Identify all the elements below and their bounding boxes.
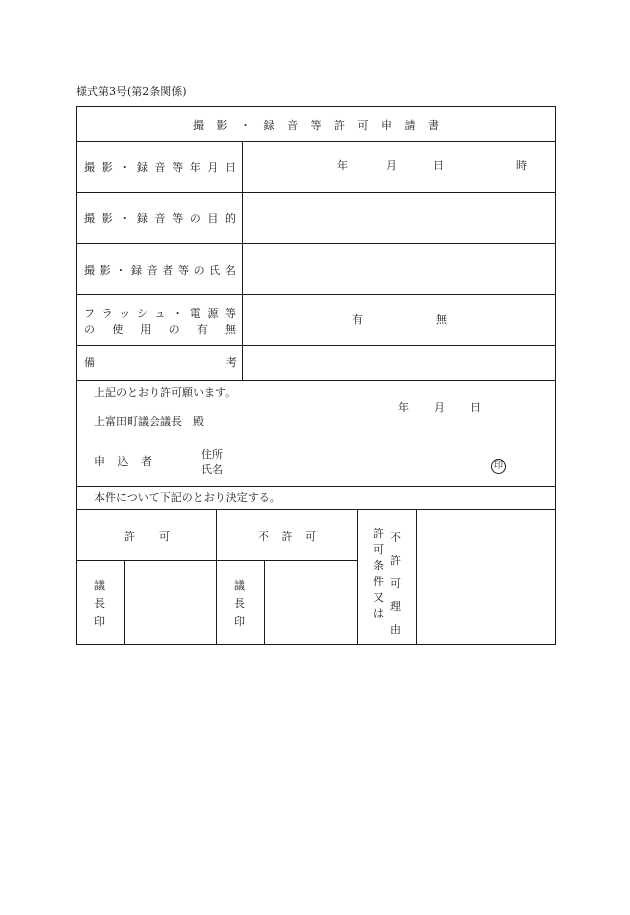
form-title	[193, 117, 439, 133]
label-char: 議	[234, 579, 245, 592]
label-char: 者	[141, 455, 152, 468]
label-char: 音	[146, 264, 158, 277]
label-char: ュ	[154, 307, 166, 320]
label-char: 撮	[84, 264, 95, 277]
label-char: 月	[207, 161, 219, 174]
addressee: 上富田町議会議長 殿	[94, 415, 204, 428]
label-char: ・	[119, 212, 131, 225]
label-char: 可	[357, 119, 369, 132]
label-char: 等	[225, 307, 236, 320]
label-char: 影	[216, 119, 228, 132]
label-char: 音	[154, 212, 166, 225]
request-text: 上記のとおり許可願います。	[94, 386, 237, 399]
label-char: 撮	[84, 212, 95, 225]
label-char: 議	[94, 579, 105, 592]
label-char: 音	[154, 161, 166, 174]
label-char: 申	[381, 119, 392, 132]
label-char: 印	[234, 615, 245, 628]
label-char: シ	[136, 307, 148, 320]
label-char: 撮	[193, 119, 204, 132]
purpose-input-area[interactable]	[243, 193, 555, 243]
flash-option-yes[interactable]: 有	[352, 313, 363, 326]
label-char: の	[193, 264, 205, 277]
label-char: 日	[225, 161, 236, 174]
label-char: 許	[124, 530, 135, 543]
label-char: 使	[112, 323, 124, 336]
conditions-input-area[interactable]	[417, 510, 555, 644]
label-char: 書	[428, 119, 439, 132]
label-char: 無	[224, 323, 236, 336]
remarks-label-left: 備	[84, 356, 95, 369]
label-char: の	[84, 323, 95, 336]
label-char: 電	[189, 307, 201, 320]
flash-label-line2	[84, 321, 236, 337]
label-char: 又	[373, 591, 384, 604]
deny-label[interactable]	[258, 528, 316, 544]
label-char: 件	[373, 575, 384, 588]
label-char: 影	[101, 161, 113, 174]
label-char: 等	[310, 119, 322, 132]
purpose-label	[84, 210, 236, 226]
datetime-day: 日	[433, 159, 444, 172]
chair-seal-permit-box[interactable]	[125, 561, 216, 644]
label-char: ラ	[101, 307, 113, 320]
decision-text: 本件について下記のとおり決定する。	[94, 491, 281, 504]
label-char: 影	[99, 264, 111, 277]
label-char: 録	[130, 264, 142, 277]
label-char: 長	[234, 597, 245, 610]
label-char: 名	[212, 463, 223, 476]
label-char: 撮	[84, 161, 95, 174]
label-char: 不	[258, 530, 269, 543]
datetime-input-area[interactable]	[243, 142, 555, 192]
label-char: 印	[94, 615, 105, 628]
label-char: 音	[287, 119, 298, 132]
seal-mark: 印	[491, 459, 506, 474]
datetime-hour: 時	[516, 159, 527, 172]
label-char: 者	[162, 264, 174, 277]
chair-seal-permit-label	[94, 577, 105, 631]
label-char: 有	[196, 323, 208, 336]
label-char: 氏	[209, 264, 221, 277]
address-label	[201, 446, 221, 462]
datetime-label	[84, 159, 236, 175]
label-char: 録	[136, 212, 148, 225]
label-char: 長	[94, 597, 105, 610]
label-char: 住	[201, 448, 212, 461]
label-char: 源	[207, 307, 219, 320]
remarks-input-area[interactable]	[243, 346, 555, 380]
label-char: フ	[84, 307, 95, 320]
flash-option-no[interactable]: 無	[436, 313, 447, 326]
label-char: 不	[390, 531, 401, 544]
label-char: 申	[94, 455, 105, 468]
datetime-month: 月	[386, 159, 397, 172]
photographer-name-label	[84, 262, 236, 278]
label-char: 的	[225, 212, 236, 225]
label-char: 許	[281, 530, 293, 543]
datetime-year: 年	[337, 159, 348, 172]
applicant-name-label	[201, 461, 221, 477]
label-char: ・	[172, 307, 184, 320]
label-char: の	[168, 323, 180, 336]
remarks-label-right: 考	[226, 356, 237, 369]
label-char: は	[373, 607, 384, 620]
request-month: 月	[434, 401, 445, 414]
applicant-label	[94, 453, 152, 469]
form-caption: 様式第3号(第2条関係)	[76, 85, 187, 98]
label-char: 可	[373, 543, 384, 556]
label-char: 許	[373, 527, 384, 540]
label-char: 用	[140, 323, 152, 336]
label-char: 等	[172, 212, 184, 225]
chair-seal-deny-box[interactable]	[265, 561, 357, 644]
label-char: 等	[177, 264, 189, 277]
label-char: 目	[207, 212, 219, 225]
label-char: 請	[404, 119, 416, 132]
label-char: ッ	[119, 307, 131, 320]
label-char: 名	[224, 264, 236, 277]
label-char: 理	[390, 600, 401, 613]
label-char: ・	[115, 264, 127, 277]
label-char: 等	[172, 161, 184, 174]
label-char: 許	[334, 119, 345, 132]
label-char: ・	[240, 119, 251, 132]
conditions-label-col1	[373, 526, 384, 622]
label-char: 氏	[201, 463, 212, 476]
label-char: の	[189, 212, 201, 225]
label-char: 可	[305, 530, 316, 543]
label-char: 条	[373, 559, 384, 572]
label-char: 影	[101, 212, 113, 225]
photographer-name-input-area[interactable]	[243, 244, 555, 294]
request-day: 日	[470, 401, 481, 414]
label-char: 録	[263, 119, 275, 132]
label-char: 可	[159, 530, 170, 543]
flash-label-line1	[84, 305, 236, 321]
label-char: 年	[189, 161, 201, 174]
chair-seal-deny-label	[234, 577, 245, 631]
label-char: 許	[390, 554, 401, 567]
label-char: 録	[136, 161, 148, 174]
label-char: 可	[390, 577, 401, 590]
label-char: 込	[117, 455, 129, 468]
label-char: 所	[212, 448, 223, 461]
request-year: 年	[398, 401, 409, 414]
conditions-label-col2	[390, 526, 401, 641]
permit-label[interactable]	[124, 528, 170, 544]
label-char: ・	[119, 161, 131, 174]
label-char: 由	[390, 623, 401, 636]
